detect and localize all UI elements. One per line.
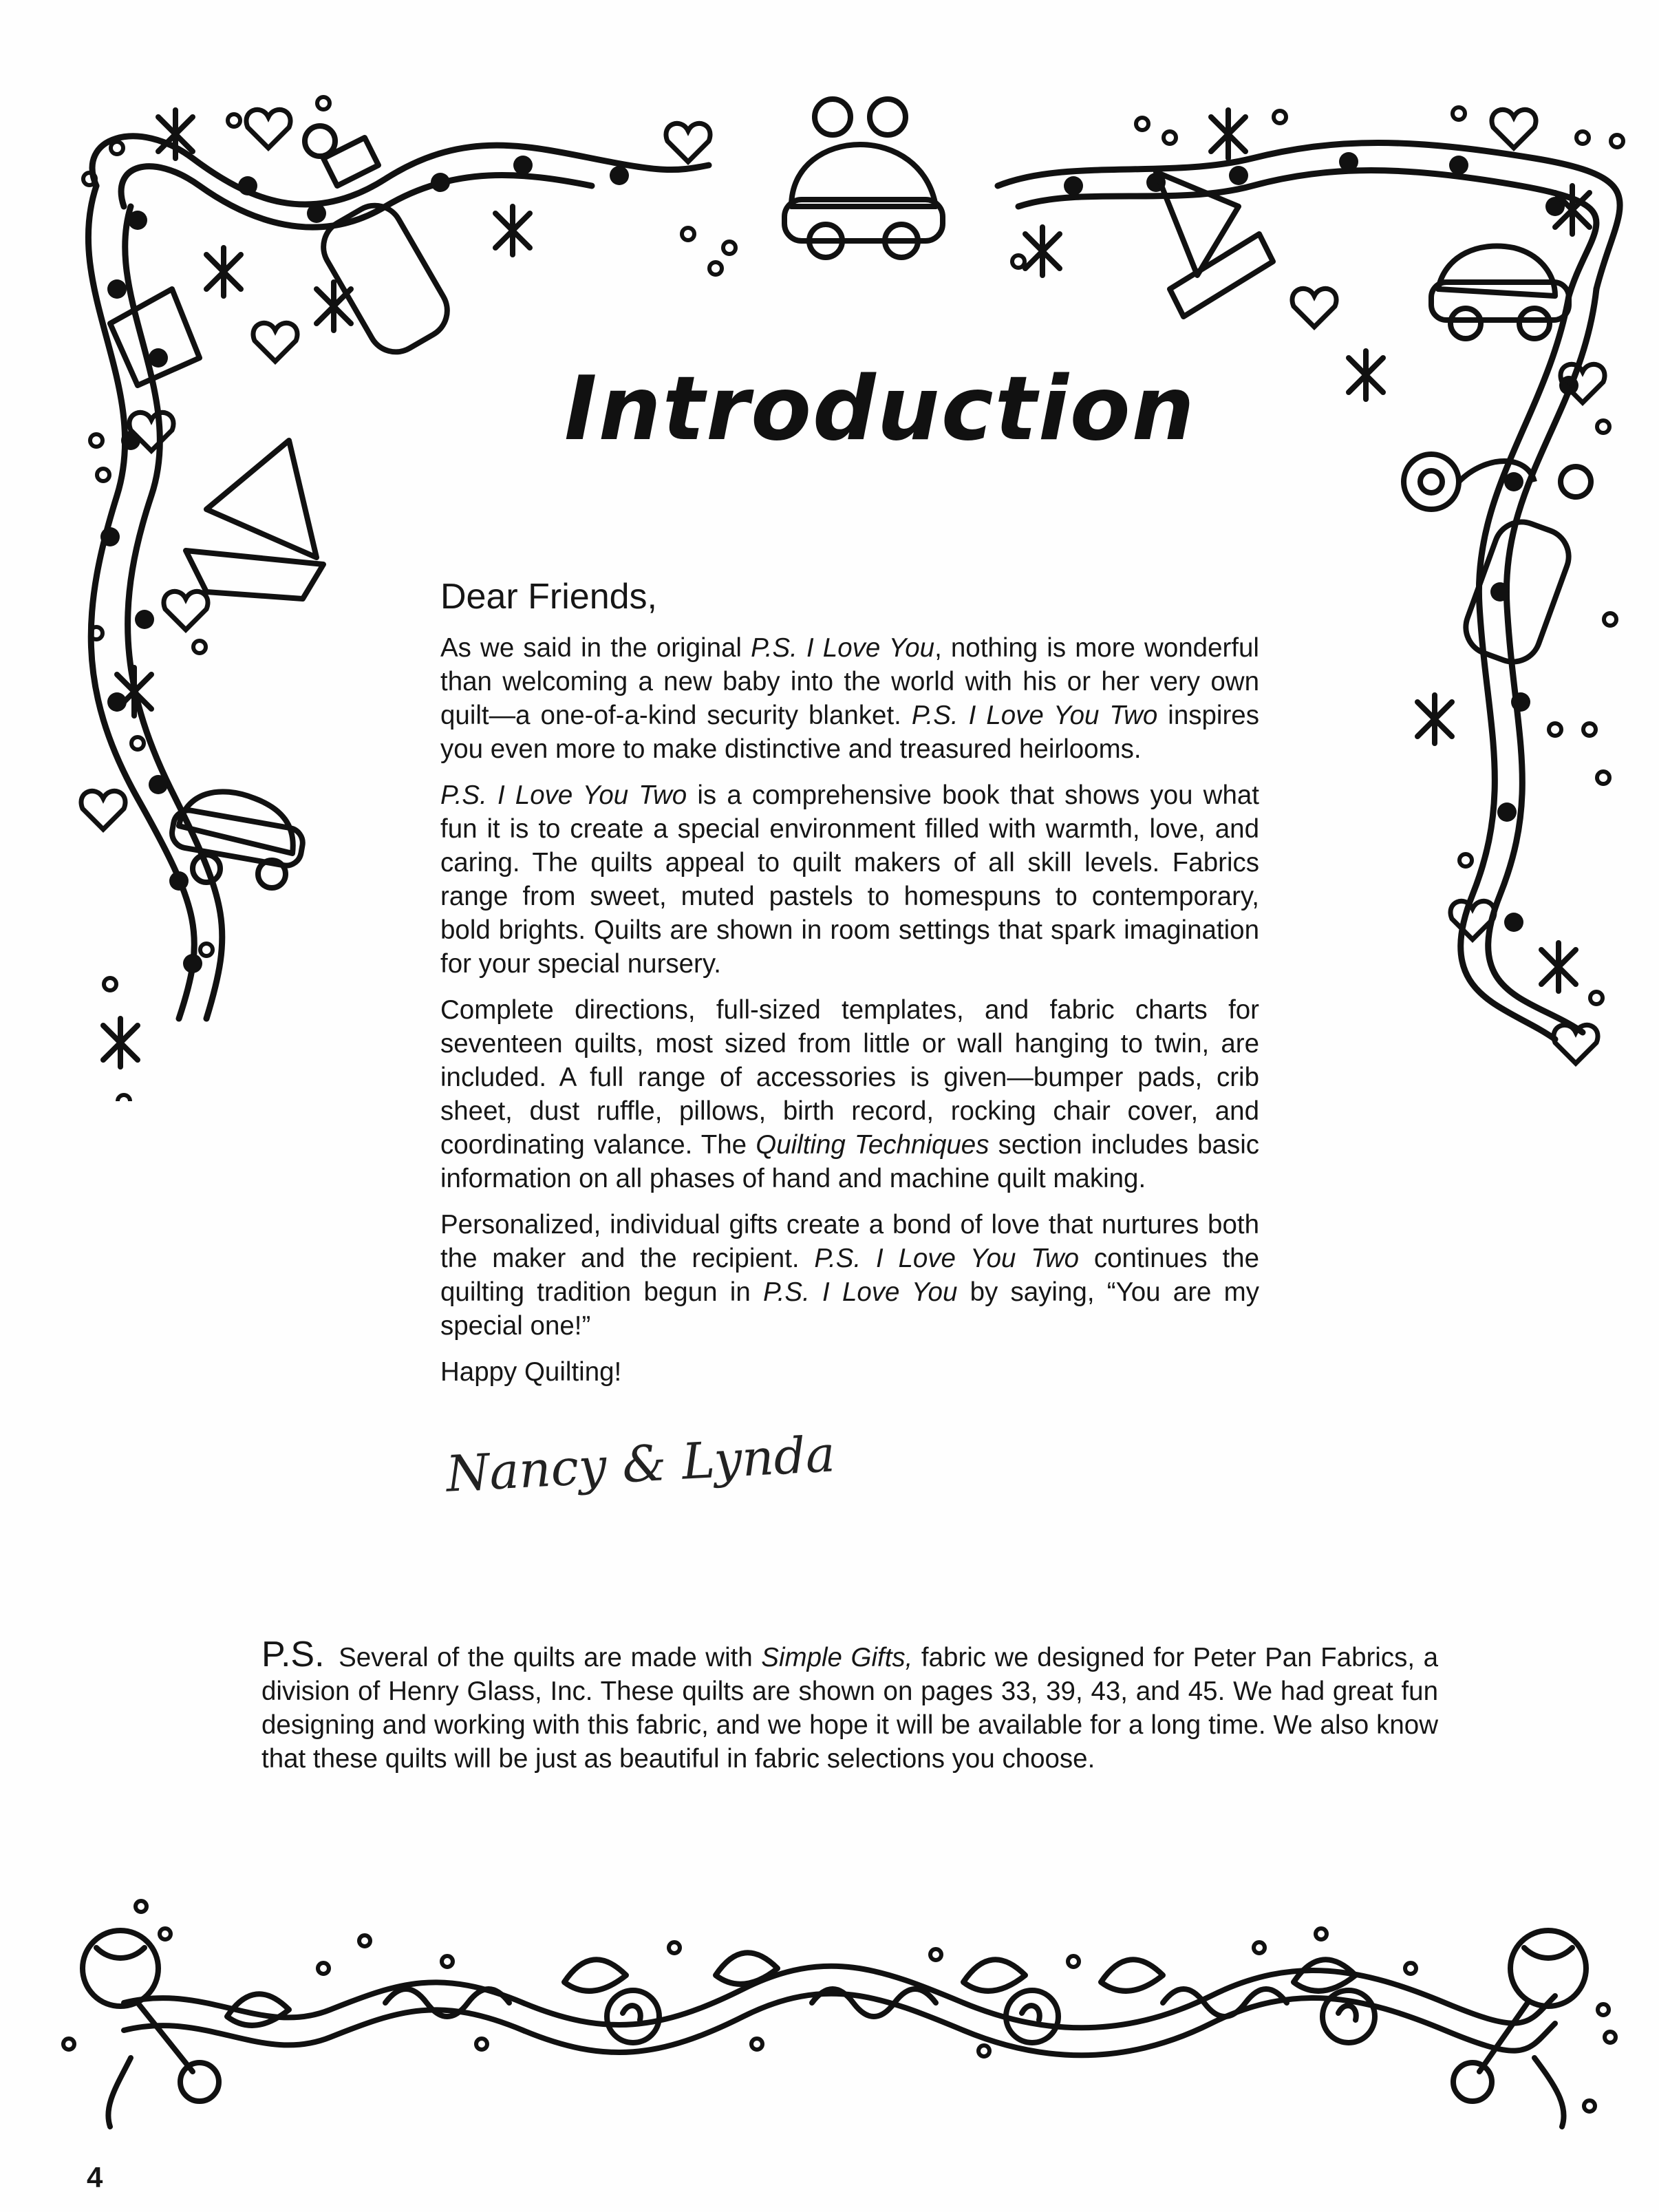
toy-car-icon bbox=[170, 791, 306, 888]
spinning-top-icon bbox=[110, 289, 200, 385]
letter-paragraph-4: Personalized, individual gifts create a bond of love that nurtures both the maker and the recipient. P.S. I Love You Two continues the quilting tradition begun in P.S. I Love You by saying, “You are my special one!” bbox=[440, 1210, 1259, 1341]
page-title: Introduction bbox=[564, 358, 1196, 460]
rose-icon bbox=[607, 1990, 1375, 2043]
toy-car-icon bbox=[784, 99, 943, 257]
page-number: 4 bbox=[87, 2161, 103, 2193]
signature: Nancy & Lynda bbox=[445, 1425, 837, 1503]
letter-body bbox=[440, 575, 1259, 1389]
closing-line: Happy Quilting! bbox=[440, 1357, 622, 1387]
rattle-icon bbox=[83, 1931, 219, 2101]
baby-bottle-icon bbox=[305, 126, 457, 362]
letter-paragraph-2: P.S. I Love You Two is a comprehensive book that shows you what fun it is to create a special environment filled with warmth, love, and caring. The quilts appeal to quilt makers of all skill levels. Fabrics range from sweet, muted pastels to homespuns to contemporary, bold brights. Quilts are shown in room settings that spark imagination for your special nursery. bbox=[440, 780, 1259, 979]
postscript-label: P.S. bbox=[261, 1635, 325, 1674]
sailboat-icon bbox=[186, 440, 323, 599]
rattle-icon bbox=[1453, 1931, 1586, 2101]
letter-paragraph-1: As we said in the original P.S. I Love You, nothing is more wonderful than welcoming a new baby into the world with his or her very own quilt—a one-of-a-kind security blanket. P.S. I Love You Two inspires you even more to make distinctive and treasured heirlooms. bbox=[440, 633, 1259, 764]
ribbon-icon bbox=[124, 1966, 1555, 2028]
letter-paragraph-3: Complete directions, full-sized templates, and fabric charts for seventeen quilts, most sized from little or wall hanging to twin, are included. A full range of accessories is given—bumper pads, crib sheet, dust ruffle, pillows, birth record, rocking chair cover, and coordinating valance. The Quilting Techniques section includes basic information on all phases of hand and machine quilt making. bbox=[440, 995, 1260, 1193]
salutation: Dear Friends, bbox=[440, 577, 657, 617]
postscript: P.S. Several of the quilts are made with Simple Gifts, fabric we designed for Peter Pan Fabrics, a division of Henry Glass, Inc. These quilts are shown on pages 33, 39, 43, and 45. We had great fun designing and working with this fabric, and we hope it will be available for a long time. We also know that these quilts will be just as beautiful in fabric selections you choose. bbox=[261, 1635, 1439, 1774]
toy-car-icon bbox=[1431, 246, 1569, 339]
